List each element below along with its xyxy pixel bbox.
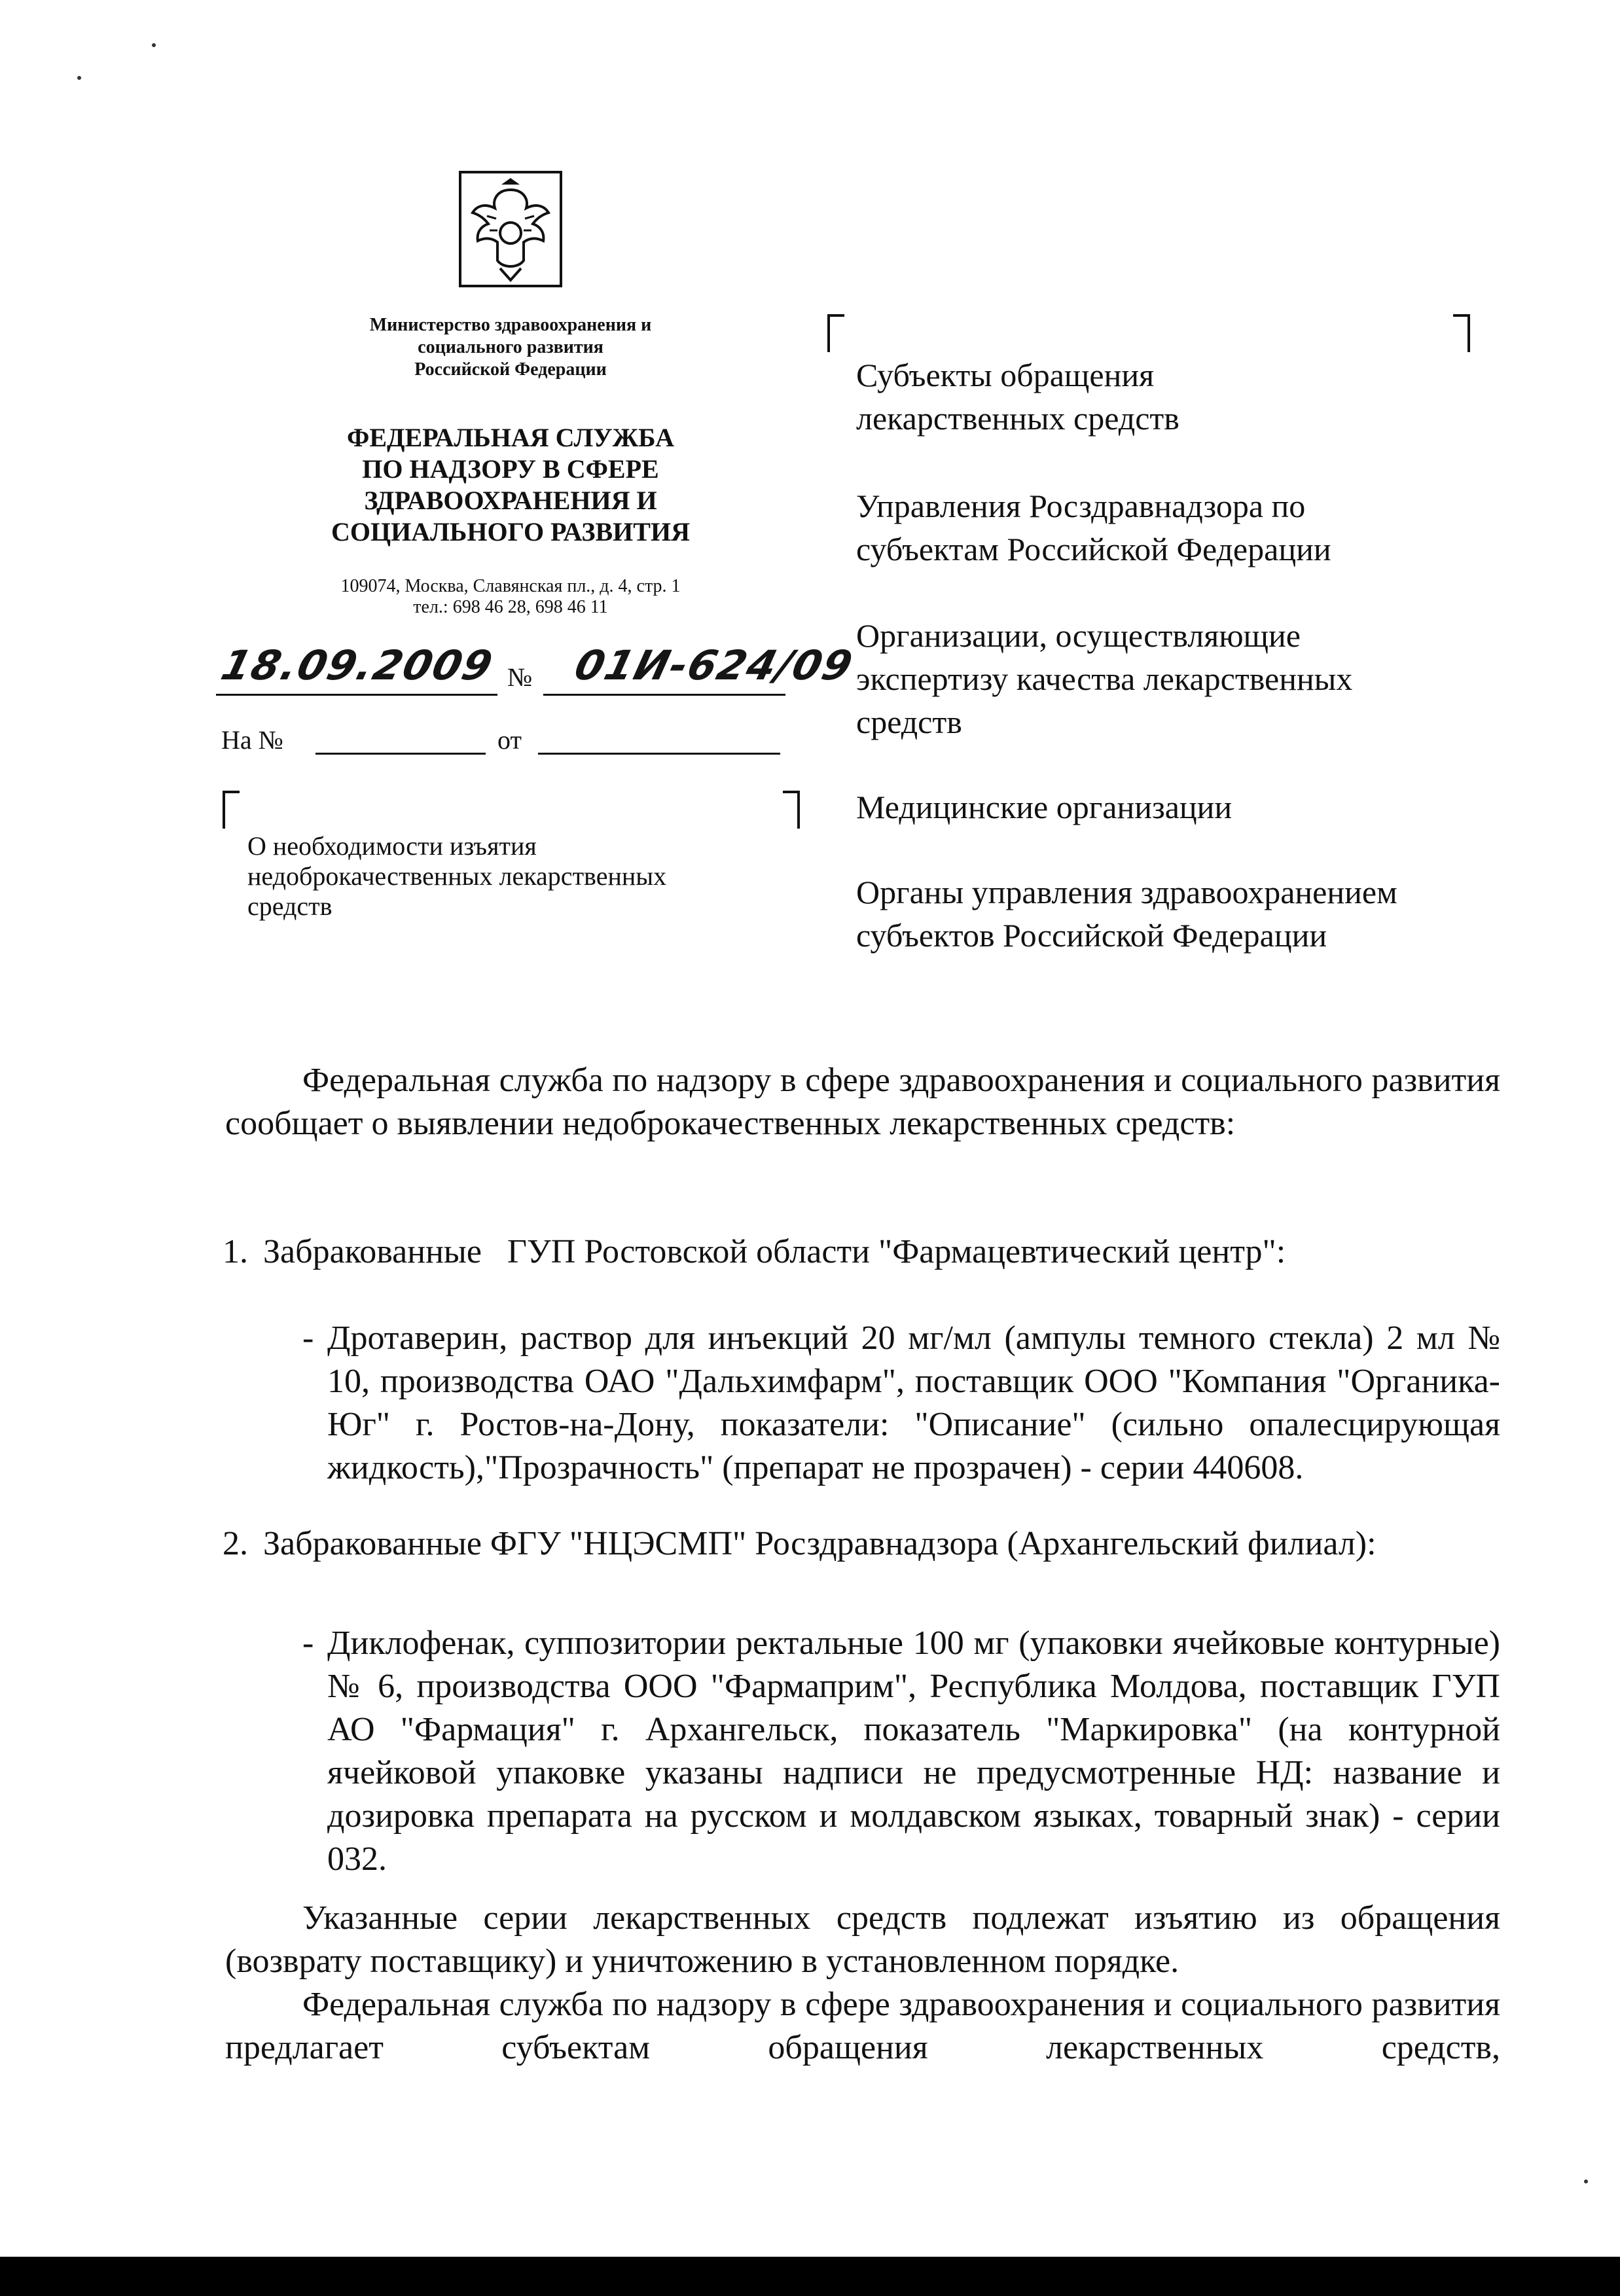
recipients-bracket-right <box>1453 314 1470 352</box>
item-2-entry: Диклофенак, суппозитории ректальные 100 мг (упаковки ячейковые контурные) № 6, производства ООО "Фармаприм", Республика Молдова, поставщик ГУП АО "Фармация" г. Архангельск, показатель "Маркировка" (на контурной ячейковой упаковке указаны надписи не предусмотренные НД: название и дозировка препарата на русском и молдавском языках, товарный знак) - серии 032. <box>327 1624 1500 1878</box>
bullet: - <box>302 1319 314 1357</box>
coat-of-arms-icon <box>458 170 563 288</box>
recipients-bracket-left <box>827 314 844 352</box>
proposal-paragraph: Федеральная служба по надзору в сфере здравоохранения и социального развития предлагает субъектам обращения лекарственных средств, <box>225 1986 1500 2066</box>
date-line <box>216 694 497 696</box>
scan-border <box>0 2257 1620 2296</box>
agency-name: ФЕДЕРАЛЬНАЯ СЛУЖБА ПО НАДЗОРУ В СФЕРЕ ЗДРАВООХРАНЕНИЯ И СОЦИАЛЬНОГО РАЗВИТИЯ <box>331 423 690 547</box>
recipient-5: Органы управления здравоохранением субъектов Российской Федерации <box>856 874 1397 954</box>
item-1-title: Забракованные ГУП Ростовской области "Фармацевтический центр": <box>263 1233 1286 1270</box>
subject-bracket-left <box>223 791 240 829</box>
bullet: - <box>302 1624 314 1662</box>
reference-number-line <box>315 753 486 755</box>
number-sign: № <box>507 662 533 692</box>
recipient-1: Субъекты обращения лекарственных средств <box>856 357 1179 437</box>
reference-date-line <box>538 753 780 755</box>
reference-from-label: от <box>497 725 522 755</box>
subject-bracket-right <box>783 791 800 829</box>
recipient-3: Организации, осуществляющие экспертизу качества лекарственных средств <box>856 617 1353 740</box>
ministry-name: Министерство здравоохранения и социального развития Российской Федерации <box>369 315 652 380</box>
withdrawal-paragraph: Указанные серии лекарственных средств подлежат изъятию из обращения (возврату поставщику) и уничтожению в установленном порядке. <box>225 1899 1500 1980</box>
item-1-entry: Дротаверин, раствор для инъекций 20 мг/мл (ампулы темного стекла) 2 мл № 10, производства ОАО "Дальхимфарм", поставщик ООО "Компания "Органика-Юг" г. Ростов-на-Дону, показатели: "Описание" (сильно опалесцирующая жидкость),"Прозрачность" (препарат не прозрачен) - серии 440608. <box>327 1319 1500 1486</box>
number-line <box>543 694 785 696</box>
item-1-number: 1. <box>223 1233 248 1270</box>
registration-number: 01И-624/09 <box>569 641 859 689</box>
agency-address: 109074, Москва, Славянская пл., д. 4, стр. 1 тел.: 698 46 28, 698 46 11 <box>340 576 681 617</box>
recipient-4: Медицинские организации <box>856 789 1233 825</box>
recipient-2: Управления Росздравнадзора по субъектам Российской Федерации <box>856 488 1331 567</box>
intro-paragraph: Федеральная служба по надзору в сфере здравоохранения и социального развития сообщает о выявлении недоброкачественных лекарственных средств: <box>225 1062 1500 1142</box>
scan-speck <box>77 76 81 80</box>
subject-line: О необходимости изъятия недоброкачественных лекарственных средств <box>247 831 667 921</box>
registration-date: 18.09.2009 <box>216 641 499 689</box>
item-2-title: Забракованные ФГУ "НЦЭСМП" Росздравнадзора (Архангельский филиал): <box>263 1525 1377 1562</box>
scan-speck <box>152 43 156 47</box>
item-2-number: 2. <box>223 1525 248 1562</box>
scan-speck <box>1584 2179 1588 2183</box>
reference-label: На № <box>221 725 283 755</box>
